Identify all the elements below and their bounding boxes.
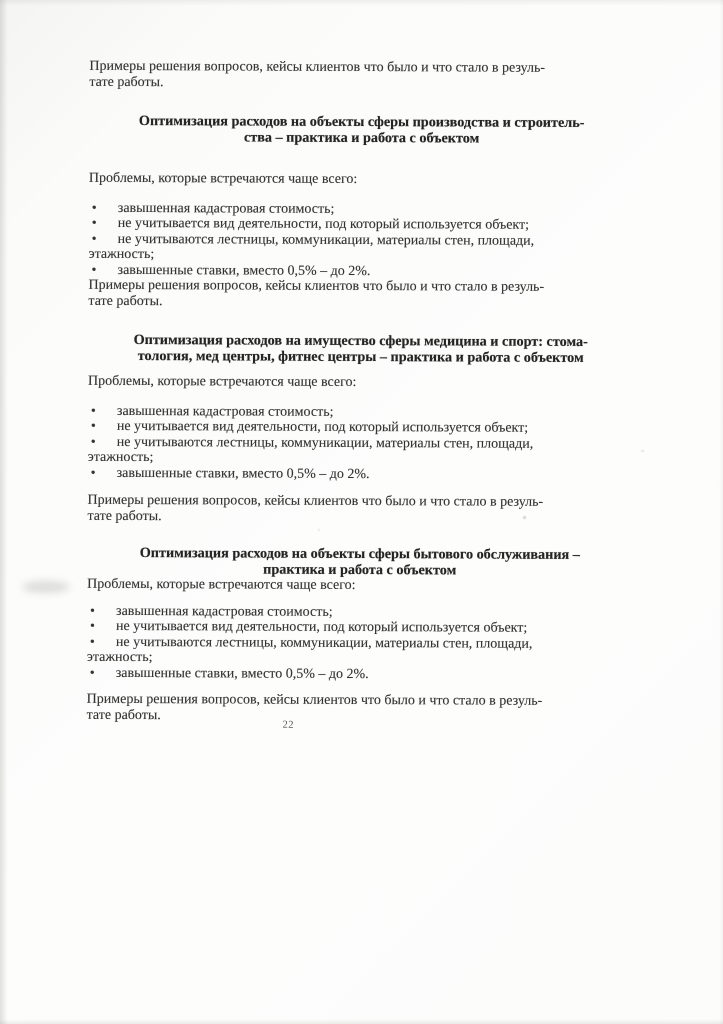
- list-item: [87, 634, 632, 667]
- bullet-icon: •: [90, 603, 96, 619]
- section-medicine-sport: [87, 333, 633, 526]
- bullet-icon: •: [90, 403, 96, 419]
- bullet-text: завышенные ставки, вместо 0,5% – до 2%.: [117, 262, 371, 279]
- list-item: [88, 465, 633, 483]
- bullet-text: завышенные ставки, вместо 0,5% – до 2%.: [116, 465, 370, 482]
- bullet-icon: •: [91, 262, 97, 278]
- bullet-text: завышенная кадастровая стоимость;: [116, 403, 334, 420]
- bullet-text: не учитывается вид деятельности, под который используется объект;: [116, 418, 529, 436]
- examples-paragraph: Примеры решения вопросов, кейсы клиентов что было и что стало в резуль- тате работы.: [88, 277, 545, 309]
- bullet-icon: •: [91, 215, 97, 231]
- examples-paragraph: Примеры решения вопросов, кейсы клиентов что было и что стало в резуль- тате работы.: [86, 691, 543, 723]
- list-item: [88, 434, 633, 467]
- bullet-icon: •: [89, 634, 95, 650]
- problems-list: [89, 200, 634, 280]
- problems-intro: Проблемы, которые встречаются чаще всего:: [88, 373, 357, 390]
- bullet-icon: •: [90, 434, 96, 450]
- bullet-text: не учитывается вид деятельности, под который используется объект;: [115, 618, 528, 636]
- bullet-text: завышенная кадастровая стоимость;: [116, 603, 333, 620]
- page-content: [87, 59, 635, 735]
- problems-list: [88, 403, 633, 483]
- section-title: Оптимизация расходов на имущество сферы медицина и спорт: стома- тология, мед центры, фитнес центры – практика и работа с объектом: [133, 332, 588, 366]
- intro-paragraph: Примеры решения вопросов, кейсы клиентов что было и что стало в резуль- тате работы.: [89, 58, 546, 90]
- scan-smudge: [22, 581, 70, 593]
- section-title: Оптимизация расходов на объекты сферы бытового обслуживания – практика и работа с объектом: [139, 545, 580, 578]
- bullet-icon: •: [91, 231, 97, 247]
- list-item: [89, 231, 634, 264]
- section-production-construction: [88, 114, 634, 311]
- problems-list: [87, 603, 632, 683]
- bullet-icon: •: [90, 418, 96, 434]
- bullet-text: не учитывается вид деятельности, под который используется объект;: [117, 215, 530, 233]
- bullet-icon: •: [90, 465, 96, 481]
- bullet-icon: •: [89, 618, 95, 634]
- section-consumer-services: [87, 546, 633, 725]
- bullet-text: не учитываются лестницы, коммуникации, материалы стен, площади, этажность;: [86, 634, 533, 666]
- bullet-icon: •: [89, 665, 95, 681]
- scan-edge-shadow-top: [0, 0, 723, 6]
- scan-speck: [641, 450, 644, 452]
- problems-intro: Проблемы, которые встречаются чаще всего:: [87, 576, 356, 593]
- scan-edge-shadow-bottom: [0, 1019, 723, 1024]
- bullet-text: не учитываются лестницы, коммуникации, материалы стен, площади, этажность;: [88, 231, 535, 263]
- scan-edge-shadow-left: [0, 0, 9, 1024]
- section-title: Оптимизация расходов на объекты сферы производства и строитель- ства – практика и работа с объектом: [138, 113, 585, 147]
- bullet-icon: •: [91, 200, 97, 216]
- page-number: 22: [282, 719, 295, 731]
- problems-intro: Проблемы, которые встречаются чаще всего:: [88, 170, 358, 187]
- list-item: [87, 665, 632, 683]
- bullet-text: завышенная кадастровая стоимость;: [117, 200, 335, 217]
- examples-paragraph: Примеры решения вопросов, кейсы клиентов что было и что стало в резуль- тате работы.: [87, 492, 544, 524]
- bullet-text: завышенные ставки, вместо 0,5% – до 2%.: [115, 665, 369, 682]
- bullet-text: не учитываются лестницы, коммуникации, материалы стен, площади, этажность;: [87, 434, 534, 466]
- scan-edge-shadow-right: [719, 0, 723, 1024]
